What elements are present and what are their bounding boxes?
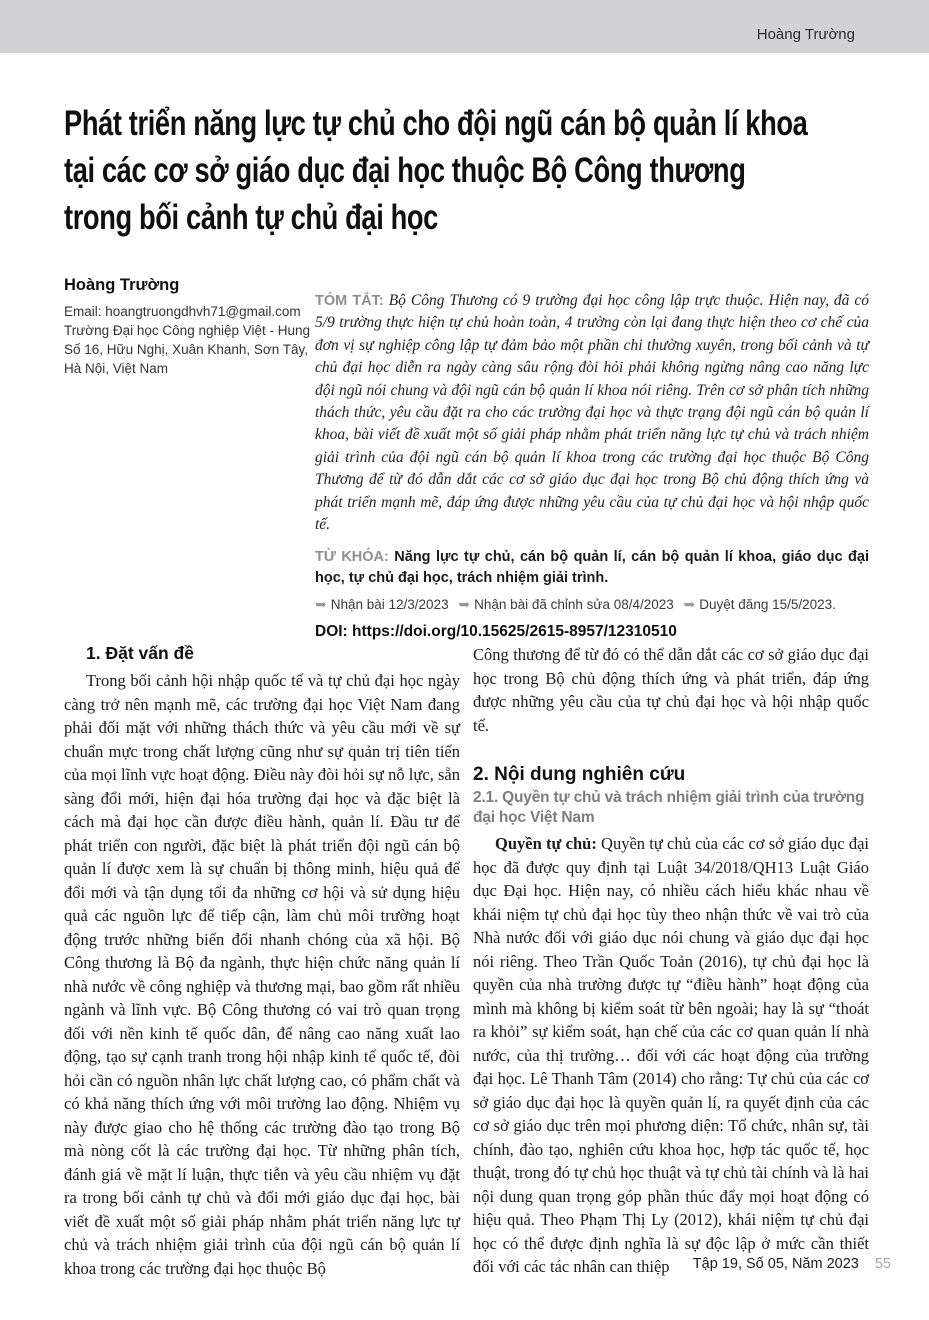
arrow-icon: ➥ xyxy=(458,596,471,613)
body-columns xyxy=(64,643,869,1280)
arrow-icon: ➥ xyxy=(683,596,696,613)
abstract xyxy=(315,290,869,536)
keywords-label: TỪ KHÓA: xyxy=(315,549,389,566)
doi-link[interactable]: https://doi.org/10.15625/2615-8957/12310510 xyxy=(352,623,677,641)
author-name: Hoàng Trường xyxy=(64,276,180,294)
body-column-left xyxy=(64,643,460,1280)
date-revised: Nhận bài đã chỉnh sửa 08/4/2023 xyxy=(474,597,674,613)
section-2-1-subheading: 2.1. Quyền tự chủ và trách nhiệm giải trình của trường đại học Việt Nam xyxy=(473,789,865,826)
date-received: Nhận bài 12/3/2023 xyxy=(330,597,449,613)
paragraph-lead: Quyền tự chủ: xyxy=(495,834,597,853)
article-title-line: Phát triển năng lực tự chủ cho đội ngũ cán bộ quản lí khoa xyxy=(64,104,808,143)
article-title xyxy=(64,100,894,241)
article-dates xyxy=(315,596,869,613)
arrow-icon: ➥ xyxy=(315,596,327,613)
author-email[interactable]: Email: hoangtruongdhvh71@gmail.com xyxy=(64,304,301,319)
meta-block xyxy=(315,290,869,641)
header-band xyxy=(0,0,929,53)
journal-issue: Tập 19, Số 05, Năm 2023 xyxy=(692,1256,859,1272)
author-affiliation-line: Số 16, Hữu Nghị, Xuân Khanh, Sơn Tây, xyxy=(64,342,309,357)
keywords xyxy=(315,547,869,588)
author-affiliation-line: Trường Đại học Công nghiệp Việt - Hung xyxy=(64,323,311,338)
author-affiliation-line: Hà Nội, Việt Nam xyxy=(64,361,169,376)
body-column-right xyxy=(473,643,869,1280)
running-head: Hoàng Trường xyxy=(756,26,855,43)
date-accepted: Duyệt đăng 15/5/2023. xyxy=(699,597,836,613)
page-footer xyxy=(693,1256,891,1272)
abstract-text: Bộ Công Thương có 9 trường đại học công lập trực thuộc. Hiện nay, đã có 5/9 trường thực hiện tự chủ hoàn toàn, 4 trường còn lại đang thực hiện theo cơ chế của đơn vị sự nghiệp công lập tự đảm bảo một phần chi thường xuyên, trong bối cảnh và tự chủ đại học diễn ra ngày càng sâu rộng đòi hỏi phải không ngừng nâng cao năng lực đội ngũ nói chung và đội ngũ cán bộ quản lí khoa nói riêng. Trên cơ sở phân tích những thách thức, yêu cầu đặt ra cho các trường đại học và thực trạng đội ngũ cán bộ quản lí khoa, bài viết đề xuất một số giải pháp nhằm phát triển năng lực tự chủ và trách nhiệm giải trình của đội ngũ cán bộ quản lí khoa trong các trường đại học thuộc Bộ Công Thương để từ đó dẫn dắt các cơ sở giáo dục đại học trong Bộ chủ động thích ứng và phát triển mạnh mẽ, đáp ứng được những yêu cầu của tự chủ đại học và hội nhập quốc tế. xyxy=(315,292,869,534)
section-1-paragraph-continued: Công thương để từ đó có thể dẫn dắt các cơ sở giáo dục đại học trong Bộ chủ động thích ứng và phát triển, đáp ứng được những yêu cầu của tự chủ đại học và hội nhập quốc tế. xyxy=(473,645,869,735)
abstract-label: TÓM TẮT: xyxy=(315,293,384,309)
doi-label: DOI: xyxy=(315,623,348,641)
section-1-heading: 1. Đặt vấn đề xyxy=(86,643,194,663)
doi-row xyxy=(315,623,869,641)
paragraph-text: Quyền tự chủ của các cơ sở giáo dục đại học đã được quy định tại Luật 34/2018/QH13 Luật Giáo dục Đại học. Hiện nay, có nhiều cách hiểu khác nhau về khái niệm tự chủ đại học tùy theo nhận thức về vai trò của Nhà nước đối với giáo dục nói chung và giáo dục đại học nói riêng. Theo Trần Quốc Toản (2016), tự chủ đại học là quyền của nhà trường được tự “điều hành” hoạt động của mình mà không bị kiểm soát từ bên ngoài; hay là sự “thoát ra khỏi” sự kiểm soát, hạn chế của các cơ quan quản lí nhà nước, của thị trường… đối với các hoạt động của trường đại học. Lê Thanh Tâm (2014) cho rằng: Tự chủ của các cơ sở giáo dục đại học là quyền quản lí, ra quyết định của các cơ sở giáo dục trên mọi phương diện: Tổ chức, nhân sự, tài chính, đào tạo, nghiên cứu khoa học, hợp tác quốc tế, học thuật, trong đó tự chủ học thuật và tự chủ tài chính và là hai nội dung quan trọng góp phần thúc đẩy mọi hoạt động có hiệu quả. Theo Phạm Thị Ly (2012), khái niệm tự chủ đại học có thể được định nghĩa là sự độc lập ở mức cần thiết đối với các tác nhân can thiệp xyxy=(473,834,869,1276)
section-2-paragraph xyxy=(473,832,869,1279)
keywords-text: Năng lực tự chủ, cán bộ quản lí, cán bộ quản lí khoa, giáo dục đại học, tự chủ đại học, trách nhiệm giải trình. xyxy=(315,549,869,586)
article-title-line: trong bối cảnh tự chủ đại học xyxy=(64,198,438,237)
author-block xyxy=(64,276,314,378)
section-1-paragraph: Trong bối cảnh hội nhập quốc tế và tự chủ đại học ngày càng trở nên mạnh mẽ, các trường đại học Việt Nam đang phải đối mặt với những thách thức và yêu cầu mới về sự chuẩn mực trong chất lượng cũng như sự quản trị tiên tiến của mọi lĩnh vực hoạt động. Điều này đòi hỏi sự nỗ lực, sẵn sàng đổi mới, hiện đại hóa trường đại học và đặc biệt là cách mà đại học cần được điều hành, quản lí. Đầu tư để phát triển con người, đặc biệt là phát triển đội ngũ cán bộ quản lí được xem là sự chuẩn bị thông minh, hiệu quả để đổi mới và tận dụng tối đa những cơ hội và sử dụng hiệu quả các nguồn lực để tiếp cận, làm chủ môi trường hoạt động trước những biến đổi nhanh chóng của xã hội. Bộ Công thương là Bộ đa ngành, thực hiện chức năng quản lí nhà nước về công nghiệp và thương mại, bao gồm rất nhiều ngành và lĩnh vực. Bộ Công thương có vai trò quan trọng đối với nền kinh tế quốc dân, để nâng cao năng xuất lao động, tạo sự cạnh tranh trong hội nhập kinh tế quốc tế, đòi hỏi cần có nguồn nhân lực chất lượng cao, có phẩm chất và có khả năng thích ứng với môi trường lao động. Nhiệm vụ này được giao cho hệ thống các trường đào tạo trong Bộ mà nòng cốt là các trường đại học. Từ những phân tích, đánh giá về mặt lí luận, thực tiễn và yêu cầu nhiệm vụ đặt ra trong bối cảnh tự chủ và đổi mới giáo dục đại học, bài viết đề xuất một số giải pháp nhằm phát triển năng lực tự chủ và trách nhiệm giải trình của đội ngũ cán bộ quản lí khoa trong các trường đại học thuộc Bộ xyxy=(64,671,460,1278)
article-title-line: tại các cơ sở giáo dục đại học thuộc Bộ Công thương xyxy=(64,151,746,190)
section-2-heading: 2. Nội dung nghiên cứu xyxy=(473,764,686,785)
page-number: 55 xyxy=(874,1256,891,1272)
